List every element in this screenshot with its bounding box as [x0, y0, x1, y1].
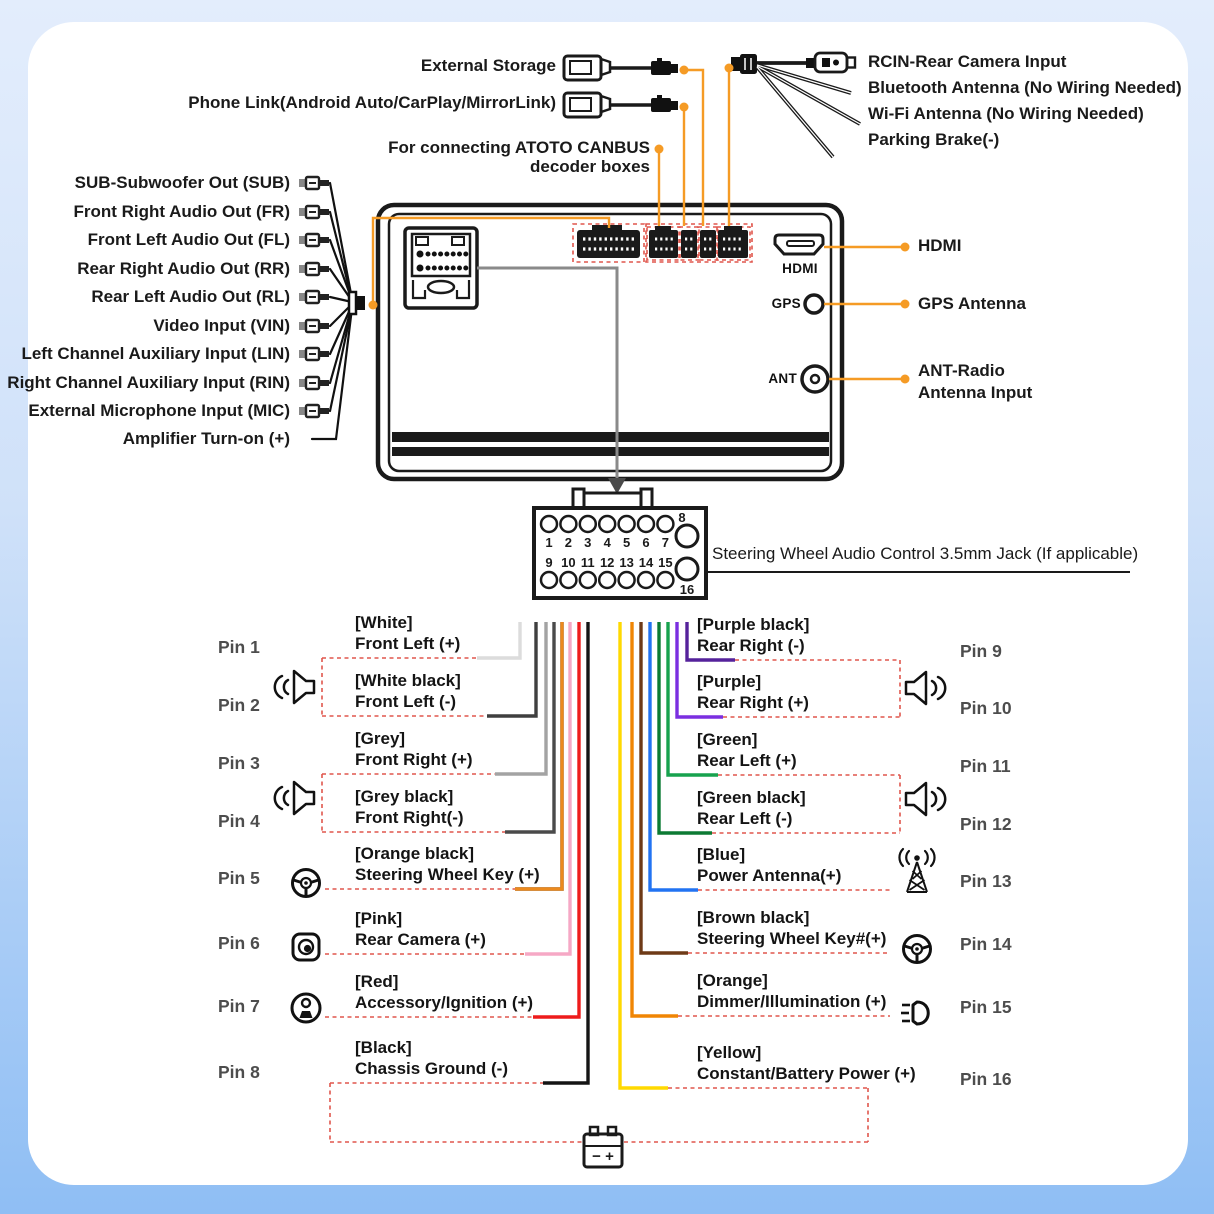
speaker-icon	[275, 671, 314, 703]
wire-color-label: [Yellow]	[697, 1043, 762, 1062]
wire-label-pin-12	[697, 787, 806, 829]
pin-1-label: Pin 1	[218, 637, 260, 657]
pin-number: 5	[622, 535, 631, 550]
pin-number: 4	[603, 535, 611, 550]
gps-port-label: GPS	[771, 296, 801, 311]
pin-7-label: Pin 7	[218, 996, 260, 1016]
wire-color-label: [Purple black]	[697, 615, 810, 634]
hdmi-label: HDMI	[918, 236, 962, 255]
pin-number: 11	[580, 555, 595, 570]
wire-pin-8	[543, 622, 588, 1083]
steering-wheel-icon	[293, 870, 320, 897]
wifi-antenna-label: Wi-Fi Antenna (No Wiring Needed)	[868, 104, 1144, 123]
canbus-label-line2: decoder boxes	[530, 157, 650, 176]
external-storage-label: External Storage	[420, 56, 556, 75]
pin-13-label: Pin 13	[960, 871, 1012, 891]
wire-function-label: Rear Left (+)	[697, 751, 797, 770]
wire-label-pin-4	[355, 786, 464, 828]
main-harness-socket	[405, 228, 477, 308]
pin-number: 9	[545, 555, 553, 570]
wire-function-label: Steering Wheel Key#(+)	[697, 929, 887, 948]
port-label-rin: Right Channel Auxiliary Input (RIN)	[7, 373, 290, 392]
steering-wheel-icon	[904, 936, 931, 963]
pin-number: 2	[564, 535, 573, 550]
wire-function-label: Rear Camera (+)	[355, 930, 486, 949]
speaker-icon	[906, 783, 945, 815]
ant-port-label: ANT	[768, 371, 797, 386]
rca-plug-icons	[299, 177, 329, 417]
port-label-fr: Front Right Audio Out (FR)	[73, 202, 290, 221]
wire-color-label: [Orange black]	[355, 844, 475, 863]
wire-label-pin-16	[697, 1042, 916, 1084]
port-label-fl: Front Left Audio Out (FL)	[87, 230, 290, 249]
wire-function-label: Front Left (+)	[355, 634, 461, 653]
wire-label-pin-15	[697, 970, 886, 1012]
pin-12-label: Pin 12	[960, 814, 1012, 834]
speaker-icon	[906, 672, 945, 704]
wire-function-label: Rear Right (-)	[697, 636, 805, 655]
wire-label-pin-14	[697, 907, 886, 949]
wire-color-label: [Brown black]	[697, 908, 810, 927]
wire-function-label: Rear Right (+)	[697, 693, 809, 712]
wire-label-pin-1	[355, 612, 460, 654]
wire-pin-2	[487, 622, 536, 716]
pin-number: 1	[545, 535, 553, 550]
dimmer-headlight-icon	[901, 1002, 928, 1024]
pin-9-label: Pin 9	[960, 641, 1002, 661]
wire-label-pin-11	[697, 729, 797, 771]
wire-color-label: [Green black]	[697, 788, 806, 807]
wire-label-pin-2	[355, 670, 461, 712]
port-label-amp: Amplifier Turn-on (+)	[122, 429, 290, 448]
wire-color-label: [Green]	[697, 730, 758, 749]
wire-function-label: Steering Wheel Key (+)	[355, 865, 540, 884]
steering-wheel-jack-label: Steering Wheel Audio Control 3.5mm Jack (If applicable)	[712, 544, 1139, 563]
hdmi-port-label: HDMI	[782, 261, 818, 276]
wire-function-label: Chassis Ground (-)	[355, 1059, 509, 1078]
wire-color-label: [Blue]	[697, 845, 746, 864]
wire-color-label: [Pink]	[355, 909, 403, 928]
wire-function-label: Front Right (+)	[355, 750, 473, 769]
pin-15-label: Pin 15	[960, 997, 1012, 1017]
wire-color-label: [Orange]	[697, 971, 768, 990]
speaker-icon	[275, 782, 314, 814]
ant-radio-label-line1: ANT-Radio	[918, 361, 1005, 380]
pin-11-label: Pin 11	[960, 756, 1011, 776]
rcin-label: RCIN-Rear Camera Input	[868, 52, 1067, 71]
pin-4-label: Pin 4	[218, 811, 260, 831]
wire-label-pin-7	[355, 971, 533, 1013]
wire-pin-15	[632, 622, 678, 1016]
port-label-sub: SUB-Subwoofer Out (SUB)	[74, 173, 290, 192]
wire-function-label: Dimmer/Illumination (+)	[697, 992, 887, 1011]
wire-label-pin-6	[355, 908, 486, 950]
pin-6-label: Pin 6	[218, 933, 260, 953]
port-label-lin: Left Channel Auxiliary Input (LIN)	[21, 344, 290, 363]
pin-number: 14	[638, 555, 654, 570]
wire-color-label: [White black]	[355, 671, 461, 690]
canbus-label-line1: For connecting ATOTO CANBUS	[388, 138, 650, 157]
pin-number: 7	[661, 535, 670, 550]
pin-number: 3	[584, 535, 592, 550]
wire-label-pin-5	[355, 843, 540, 885]
wire-label-pin-9	[697, 614, 809, 656]
rca-fan	[312, 183, 352, 439]
wire-function-label: Power Antenna(+)	[697, 866, 842, 885]
power-antenna-icon	[899, 849, 934, 892]
wire-color-label: [Red]	[355, 972, 399, 991]
wire-function-label: Front Right(-)	[355, 808, 464, 827]
pin-2-label: Pin 2	[218, 695, 260, 715]
parking-brake-label: Parking Brake(-)	[868, 130, 1000, 149]
wire-function-label: Front Left (-)	[355, 692, 457, 711]
hdmi-port	[775, 235, 823, 254]
usb-connector-external-storage-icon	[564, 56, 678, 80]
rca-bundle-connector	[349, 292, 365, 314]
rear-panel-connectors	[573, 224, 752, 262]
pin-8-label: Pin 8	[218, 1062, 260, 1082]
pin-3-label: Pin 3	[218, 753, 260, 773]
pin-number: 12	[599, 555, 615, 570]
wire-label-pin-13	[697, 844, 841, 886]
wire-color-label: [Grey black]	[355, 787, 454, 806]
ignition-key-icon	[292, 994, 320, 1022]
wire-label-pin-3	[355, 728, 473, 770]
pin-number: 10	[561, 555, 576, 570]
pin-10-label: Pin 10	[960, 698, 1012, 718]
pin-16-label: Pin 16	[960, 1069, 1012, 1089]
port-label-rl: Rear Left Audio Out (RL)	[91, 287, 290, 306]
usb-connector-phone-link-icon	[564, 93, 678, 117]
pin-number: 8	[678, 510, 686, 525]
port-label-rr: Rear Right Audio Out (RR)	[77, 259, 290, 278]
ant-radio-label-line2: Antenna Input	[918, 383, 1033, 402]
ant-port	[802, 366, 828, 392]
battery-icon	[584, 1127, 622, 1167]
wire-pin-13	[650, 622, 698, 890]
port-label-mic: External Microphone Input (MIC)	[28, 401, 290, 420]
wire-function-label: Rear Left (-)	[697, 809, 793, 828]
splitter-cable-icon	[731, 53, 860, 157]
wire-color-label: [Purple]	[697, 672, 762, 691]
wire-color-label: [Black]	[355, 1038, 412, 1057]
phone-link-label: Phone Link(Android Auto/CarPlay/MirrorLink)	[188, 93, 556, 112]
pin-number: 6	[642, 535, 650, 550]
gps-antenna-label: GPS Antenna	[918, 294, 1026, 313]
rear-camera-icon	[293, 934, 319, 960]
wire-label-pin-10	[697, 671, 809, 713]
wire-color-label: [White]	[355, 613, 413, 632]
wire-pin-16	[620, 622, 668, 1088]
bluetooth-antenna-label: Bluetooth Antenna (No Wiring Needed)	[868, 78, 1182, 97]
wire-pin-7	[533, 622, 579, 1017]
pin-number: 13	[619, 555, 634, 570]
wire-color-label: [Grey]	[355, 729, 406, 748]
pin-5-label: Pin 5	[218, 868, 260, 888]
wire-pin-14	[641, 622, 688, 953]
wire-pin-1	[477, 622, 520, 658]
wire-function-label: Constant/Battery Power (+)	[697, 1064, 916, 1083]
pin-14-label: Pin 14	[960, 934, 1012, 954]
wire-function-label: Accessory/Ignition (+)	[355, 993, 534, 1012]
pin-number: 16	[679, 582, 695, 597]
port-label-vin: Video Input (VIN)	[153, 316, 290, 335]
gps-port	[805, 295, 823, 313]
pin-number: 15	[658, 555, 673, 570]
battery-terminals-label: − +	[592, 1148, 614, 1165]
wire-label-pin-8	[355, 1037, 508, 1079]
